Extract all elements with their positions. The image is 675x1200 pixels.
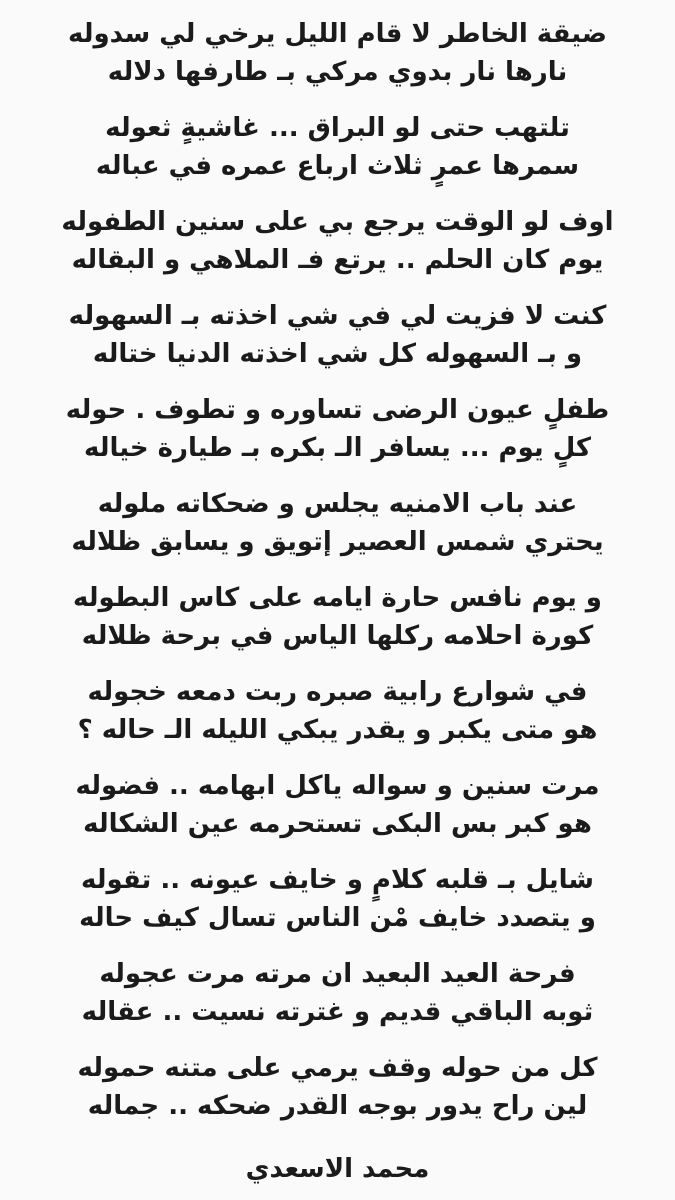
stanza [10,1050,665,1125]
verse-line: مرت سنين و سواله ياكل ابهامه .. فضوله [75,771,600,801]
stanza [10,862,665,937]
verse-line: يوم كان الحلم .. يرتع فـ الملاهي و البقاله [71,244,604,275]
stanza [10,298,665,373]
verse-line: كل من حوله وقف يرمي على متنه حموله [77,1053,598,1083]
stanza [10,580,665,655]
verse-line: و يتصدد خايف مْن الناس تسال كيف حاله [79,902,596,933]
stanza [10,204,665,279]
verse-line: يحتري شمس العصير إتويق و يسابق ظلاله [71,526,604,557]
stanza [10,392,665,467]
verse-line: و بـ السهوله كل شي اخذته الدنيا ختاله [92,338,583,369]
verse-line: ضيقة الخاطر لا قام الليل يرخي لي سدوله [67,19,608,49]
verse-line: كنت لا فزيت لي في شي اخذته بـ السهوله [68,301,607,331]
verse-line: و يوم نافس حارة ايامه على كاس البطوله [73,583,602,613]
verse-line: في شوارع رابية صبره ربت دمعه خجوله [87,677,588,707]
verse-line: لين راح يدور بوجه القدر ضحكه .. جماله [87,1090,588,1121]
verse-line: فرحة العيد البعيد ان مرته مرت عجوله [99,959,576,989]
verse-line: كلٍ يوم ... يسافر الـ بكره بـ طيارة خياله [83,432,592,463]
verse-line: هو كبر بس البكى تستحرمه عين الشكاله [83,808,592,839]
stanza [10,110,665,185]
poet-signature: محمد الاسعدي [245,1154,430,1184]
verse-line: طفلٍ عيون الرضى تساوره و تطوف . حوله [65,395,610,425]
verse-line: شايل بـ قلبه كلامٍ و خايف عيونه .. تقوله [81,865,594,895]
verse-line: اوف لو الوقت يرجع بي على سنين الطفوله [61,207,614,237]
stanza [10,16,665,91]
verse-line: تلتهب حتى لو البراق ... غاشيةٍ ثعوله [105,113,570,143]
verse-line: سمرها عمرٍ ثلاث ارباع عمره في عباله [95,150,580,181]
stanza [10,768,665,843]
verse-line: عند باب الامنيه يجلس و ضحكاته ملوله [97,489,578,519]
verse-line: هو متى يكبر و يقدر يبكي الليله الـ حاله ؟ [77,714,598,745]
verse-line: ثوبه الباقي قديم و غترته نسيت .. عقاله [81,996,594,1027]
verse-line: نارها نار بدوي مركي بـ طارفها دلاله [107,56,568,87]
stanza [10,956,665,1031]
stanza [10,486,665,561]
stanza [10,674,665,749]
verse-line: كورة احلامه ركلها الياس في برحة ظلاله [81,620,594,651]
